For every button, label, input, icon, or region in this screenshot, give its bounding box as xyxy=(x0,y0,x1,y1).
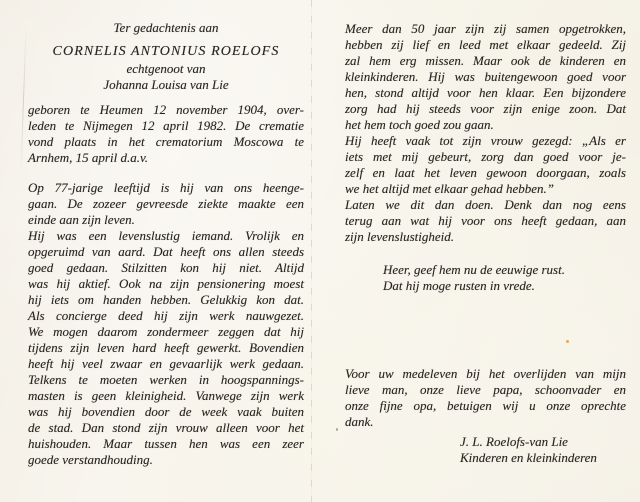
text-line: We mogen daarom zondermeer zeggen dat hij xyxy=(28,324,304,339)
text-line: het hem toch goed zou gaan. xyxy=(345,117,494,132)
text-line: onze fijne opa, betuigen wij u onze oprechte xyxy=(345,398,626,413)
text-line: terug aan wat hij voor ons heeft gedaan, aan xyxy=(345,213,626,228)
signature-block xyxy=(345,434,626,466)
text-line: hij iets om handen hebben. Gelukkig kon dat. xyxy=(28,292,304,307)
text-line: Telkens te moeten werken in hoogspannings- xyxy=(28,372,304,387)
right-page xyxy=(345,0,626,466)
text-line: was hij bovendien door de week vaak buiten xyxy=(28,404,304,419)
signature-name: J. L. Roelofs-van Lie xyxy=(460,434,568,449)
text-line: opgeruimd van aard. Dat heeft ons allen steeds xyxy=(28,244,304,259)
spouse-name: Johanna Louisa van Lie xyxy=(103,77,229,92)
text-line: iets met mij gebeurt, zorg dan goed voor je- xyxy=(345,149,626,164)
deceased-name: CORNELIS ANTONIUS ROELOFS xyxy=(52,44,280,59)
text-line: zijn levenslustigheid. xyxy=(345,229,455,244)
dedication-line: Ter gedachtenis aan xyxy=(113,20,219,35)
text-line: heeft hij veel zwaar en gevaarlijk werk gedaan. xyxy=(28,356,304,371)
text-line: einde aan zijn leven. xyxy=(28,212,135,227)
text-line: huishouden. Maar tussen hen was een zeer xyxy=(28,436,304,451)
text-line: was hij aktief. Ook na zijn pensionering moest xyxy=(28,276,304,291)
right-body-paragraph xyxy=(345,21,626,245)
text-line: Op 77-jarige leeftijd is hij van ons heenge- xyxy=(28,180,304,195)
text-line: zorg had hij steeds voor zijn enige zoon. Dat xyxy=(345,101,626,116)
center-fold-line xyxy=(311,0,312,502)
vitals-paragraph xyxy=(28,102,304,166)
left-page xyxy=(28,0,304,468)
text-line: vond plaats in het crematorium Moscowa te xyxy=(28,134,304,149)
scan-speck xyxy=(336,428,338,431)
thanks-paragraph xyxy=(345,366,626,430)
text-line: de stad. Dan stond zijn vrouw alleen voor het xyxy=(28,420,304,435)
text-line: Meer dan 50 jaar zijn zij samen opgetrokken, xyxy=(345,21,626,36)
relation-line: echtgenoot van xyxy=(126,61,206,76)
text-line: tijdens zijn leven hard heeft gewerkt. Bovendien xyxy=(28,340,304,355)
signature-family: Kinderen en kleinkinderen xyxy=(460,450,597,465)
text-line: Hij was een levenslustig iemand. Vrolijk en xyxy=(28,228,304,243)
text-line: goede verstandhouding. xyxy=(28,452,153,467)
text-line: zelf en laat het leven gewoon doorgaan, zoals xyxy=(345,165,626,180)
prayer-verse xyxy=(345,262,626,294)
text-line: hen, stond altijd voor hen klaar. Een bijzondere xyxy=(345,85,626,100)
text-line: gaan. De zozeer gevreesde ziekte maakte een xyxy=(28,196,304,211)
text-line: Heer, geef hem nu de eeuwige rust. xyxy=(383,262,565,277)
text-line: goed gedaan. Stilzitten kon hij niet. Altijd xyxy=(28,260,304,275)
left-body-paragraph xyxy=(28,180,304,468)
text-line: masten is geen kleinigheid. Vanwege zijn werk xyxy=(28,388,304,403)
text-line: Hij heeft vaak tot zijn vrouw gezegd: „Als er xyxy=(345,133,626,148)
text-line: lieve man, onze lieve papa, schoonvader en xyxy=(345,382,626,397)
text-line: Laten we dit dan doen. Denk dan nog eens xyxy=(345,197,626,212)
text-line: geboren te Heumen 12 november 1904, over- xyxy=(28,102,304,117)
paper-crease xyxy=(20,25,26,175)
text-line: Voor uw medeleven bij het overlijden van mijn xyxy=(345,366,626,381)
text-line: leden te Nijmegen 12 april 1982. De crematie xyxy=(28,118,304,133)
text-line: dank. xyxy=(345,414,374,429)
text-line: Als concierge deed hij zijn werk nauwgezet. xyxy=(28,308,304,323)
text-line: we het altijd met elkaar gehad hebben.” xyxy=(345,181,555,196)
text-line: Dat hij moge rusten in vrede. xyxy=(383,278,535,293)
text-line: hebben zij lief en leed met elkaar gedeeld. Zij xyxy=(345,37,626,52)
text-line: Arnhem, 15 april d.a.v. xyxy=(28,150,148,165)
text-line: zal hem erg missen. Maar ook de kinderen en xyxy=(345,53,626,68)
text-line: kleinkinderen. Hij was buitengewoon goed voor xyxy=(345,69,626,84)
